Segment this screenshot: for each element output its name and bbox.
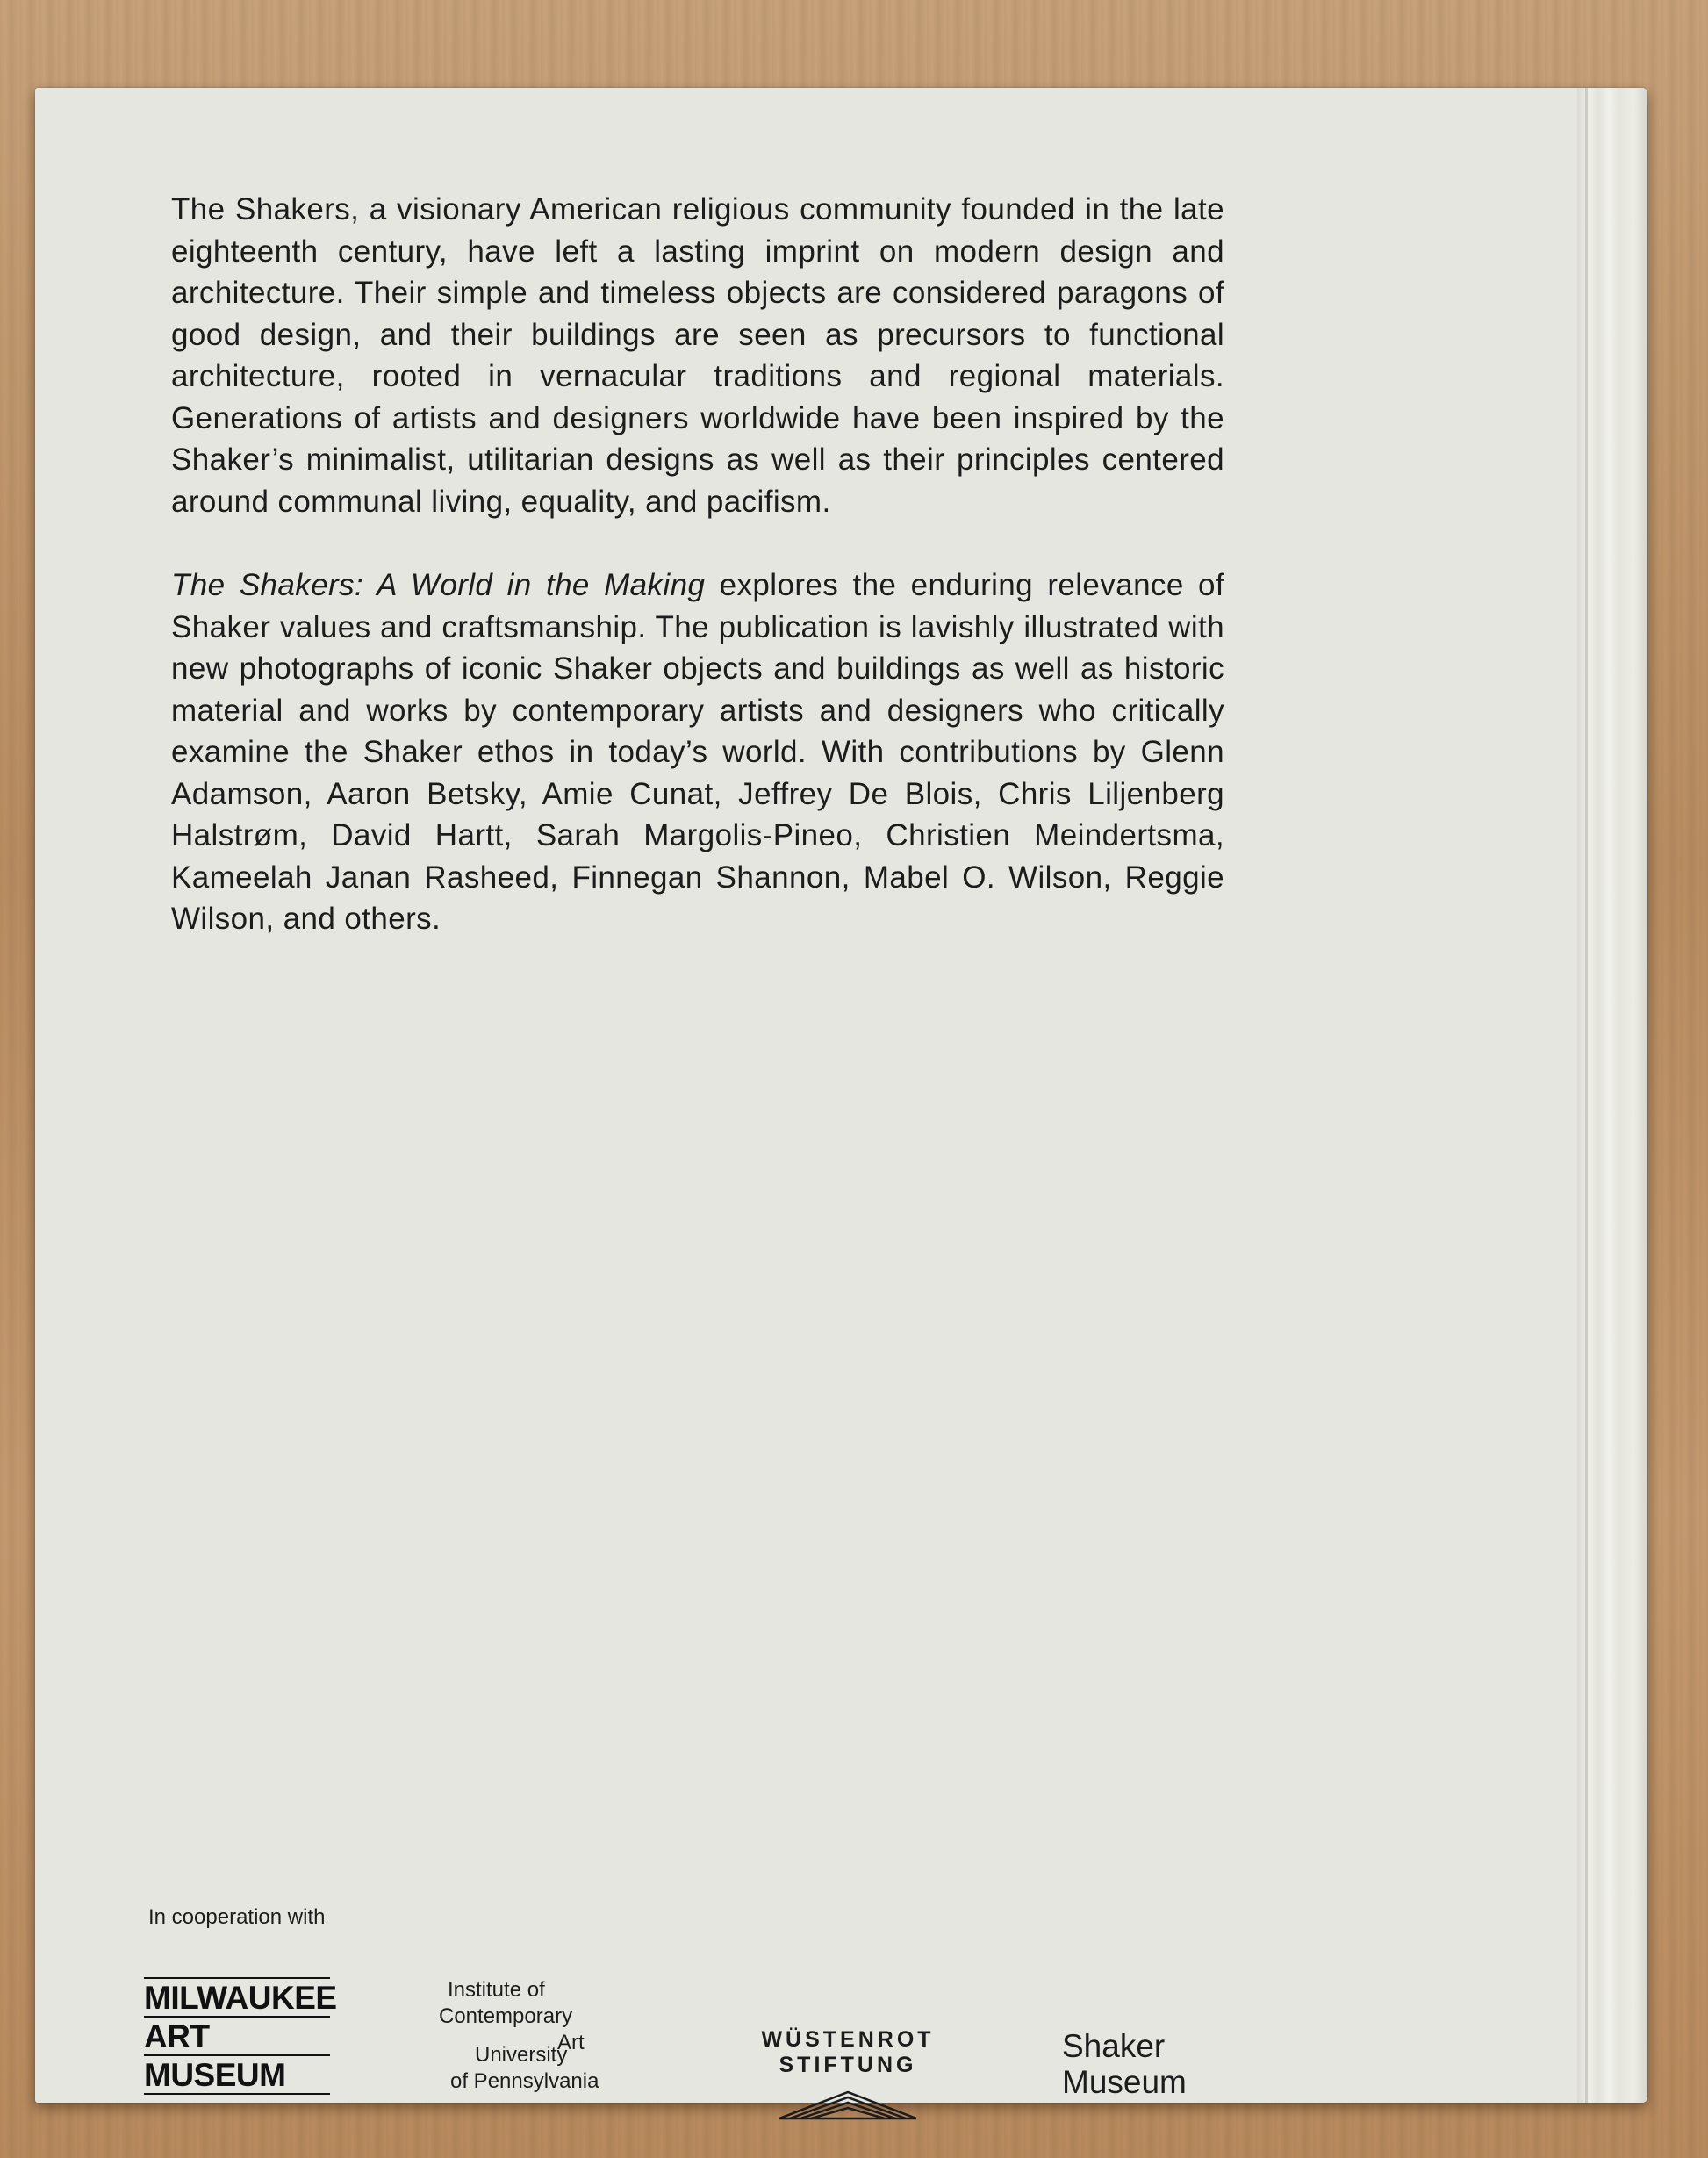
milwaukee-art-museum-logo [144, 1977, 337, 2095]
shaker-museum-line-1: Shaker [1062, 2028, 1166, 2064]
wustenrot-stiftung-logo [699, 2027, 997, 2122]
logo-ica-line-2: Contemporary [439, 2004, 573, 2028]
book-spine-edge [1577, 88, 1647, 2103]
ica-upenn-logo [404, 1977, 606, 2100]
logo-mam-line-2: ART [144, 2016, 330, 2054]
logo-mam-line-3: MUSEUM [144, 2054, 330, 2095]
shaker-museum-logo [1062, 2028, 1187, 2100]
spine-hinge-groove [1585, 88, 1588, 2103]
logo-ica-line-3: Art [557, 2031, 585, 2054]
logo-ica-line-5: of Pennsylvania [450, 2069, 599, 2093]
logo-ica-line-4: University [475, 2043, 568, 2067]
shaker-museum-line-2: Museum [1062, 2064, 1187, 2100]
cooperation-label: In cooperation with [148, 1905, 326, 1929]
book-back-cover [35, 88, 1647, 2103]
book-title-italic: The Shakers: A World in the Making [171, 568, 706, 602]
wustenrot-name: WÜSTENROT STIFTUNG [761, 2027, 935, 2077]
logo-mam-line-1: MILWAUKEE [144, 1977, 330, 2016]
blurb-paragraph-2 [171, 565, 1224, 940]
back-cover-blurb [171, 189, 1224, 982]
blurb-paragraph-1: The Shakers, a visionary American religious community founded in the late eighteenth century, have left a lasting imprint on modern design and architecture. Their simple and timeless objects are considered paragons of good design, and their buildings are seen as precursors to functional architecture, rooted in vernacular traditions and regional materials. Generations of artists and designers worldwide have been inspired by the Shaker’s minimalist, utilitarian designs as well as their principles centered around communal living, equality, and pacifism. [171, 192, 1224, 519]
roof-lines-icon [778, 2089, 918, 2122]
blurb-paragraph-2-text: explores the enduring relevance of Shaker values and craftsmanship. The publication is lavishly illustrated with new photographs of iconic Shaker objects and buildings as well as historic material and works by contemporary artists and designers who critically examine the Shaker ethos in today’s world. With contributions by Glenn Adamson, Aaron Betsky, Amie Cunat, Jeffrey De Blois, Chris Liljenberg Halstrøm, David Hartt, Sarah Margolis-Pineo, Christien Meindertsma, Kameelah Janan Rasheed, Finnegan Shannon, Mabel O. Wilson, Reggie Wilson, and others. [171, 568, 1224, 936]
logo-ica-line-1: Institute of [448, 1978, 545, 2002]
